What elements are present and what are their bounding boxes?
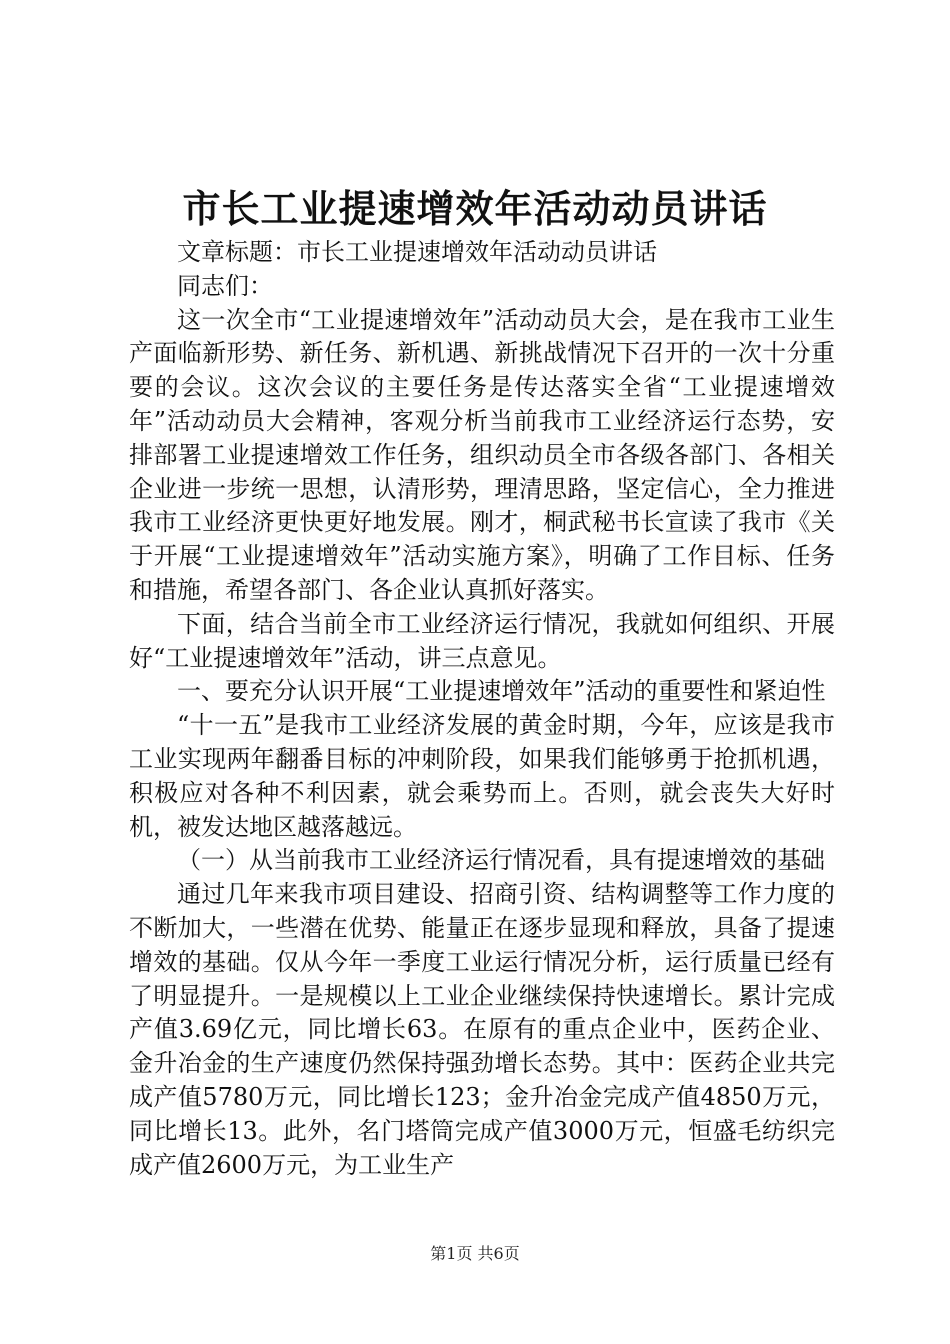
section-heading: 一、要充分认识开展“工业提速增效年”活动的重要性和紧迫性 xyxy=(177,677,826,706)
subsection-heading: （一）从当前我市工业经济运行情况看，具有提速增效的基础 xyxy=(177,846,825,875)
document-body xyxy=(129,236,835,1182)
page-number-footer: 第1页 共6页 xyxy=(430,1244,520,1263)
body-paragraph: 这一次全市“工业提速增效年”活动动员大会，是在我市工业生产面临新形势、新任务、新机遇、新挑战情况下召开的一次十分重要的会议。这次会议的主要任务是传达落实全省“工业提速增效年”活动动员大会精神，客观分析当前我市工业经济运行态势，安排部署工业提速增效工作任务，组织动员全市各级各部门、各相关企业进一步统一思想，认清形势，理清思路，坚定信心，全力推进我市工业经济更快更好地发展。刚才，桐武秘书长宣读了我市《关于开展“工业提速增效年”活动实施方案》，明确了工作目标、任务和措施，希望各部门、各企业认真抓好落实。 xyxy=(129,305,835,604)
body-paragraph: 通过几年来我市项目建设、招商引资、结构调整等工作力度的不断加大，一些潜在优势、能量正在逐步显现和释放，具备了提速增效的基础。仅从今年一季度工业运行情况分析，运行质量已经有了明显提升。一是规模以上工业企业继续保持快速增长。累计完成产值3.69亿元，同比增长63。在原有的重点企业中，医药企业、金升冶金的生产速度仍然保持强劲增长态势。其中：医药企业共完成产值5780万元，同比增长123；金升冶金完成产值4850万元，同比增长13。此外，名门塔筒完成产值3000万元，恒盛毛纺织完成产值2600万元，为工业生产 xyxy=(129,880,835,1179)
document-title: 市长工业提速增效年活动动员讲话 xyxy=(182,186,768,231)
salutation: 同志们： xyxy=(177,271,273,300)
body-paragraph: 下面，结合当前全市工业经济运行情况，我就如何组织、开展好“工业提速增效年”活动，讲三点意见。 xyxy=(129,609,835,672)
article-title-line: 文章标题：市长工业提速增效年活动动员讲话 xyxy=(177,238,657,266)
body-paragraph: “十一五”是我市工业经济发展的黄金时期，今年，应该是我市工业实现两年翻番目标的冲刺阶段，如果我们能够勇于抢抓机遇，积极应对各种不利因素，就会乘势而上。否则，就会丧失大好时机，被发达地区越落越远。 xyxy=(129,711,835,841)
